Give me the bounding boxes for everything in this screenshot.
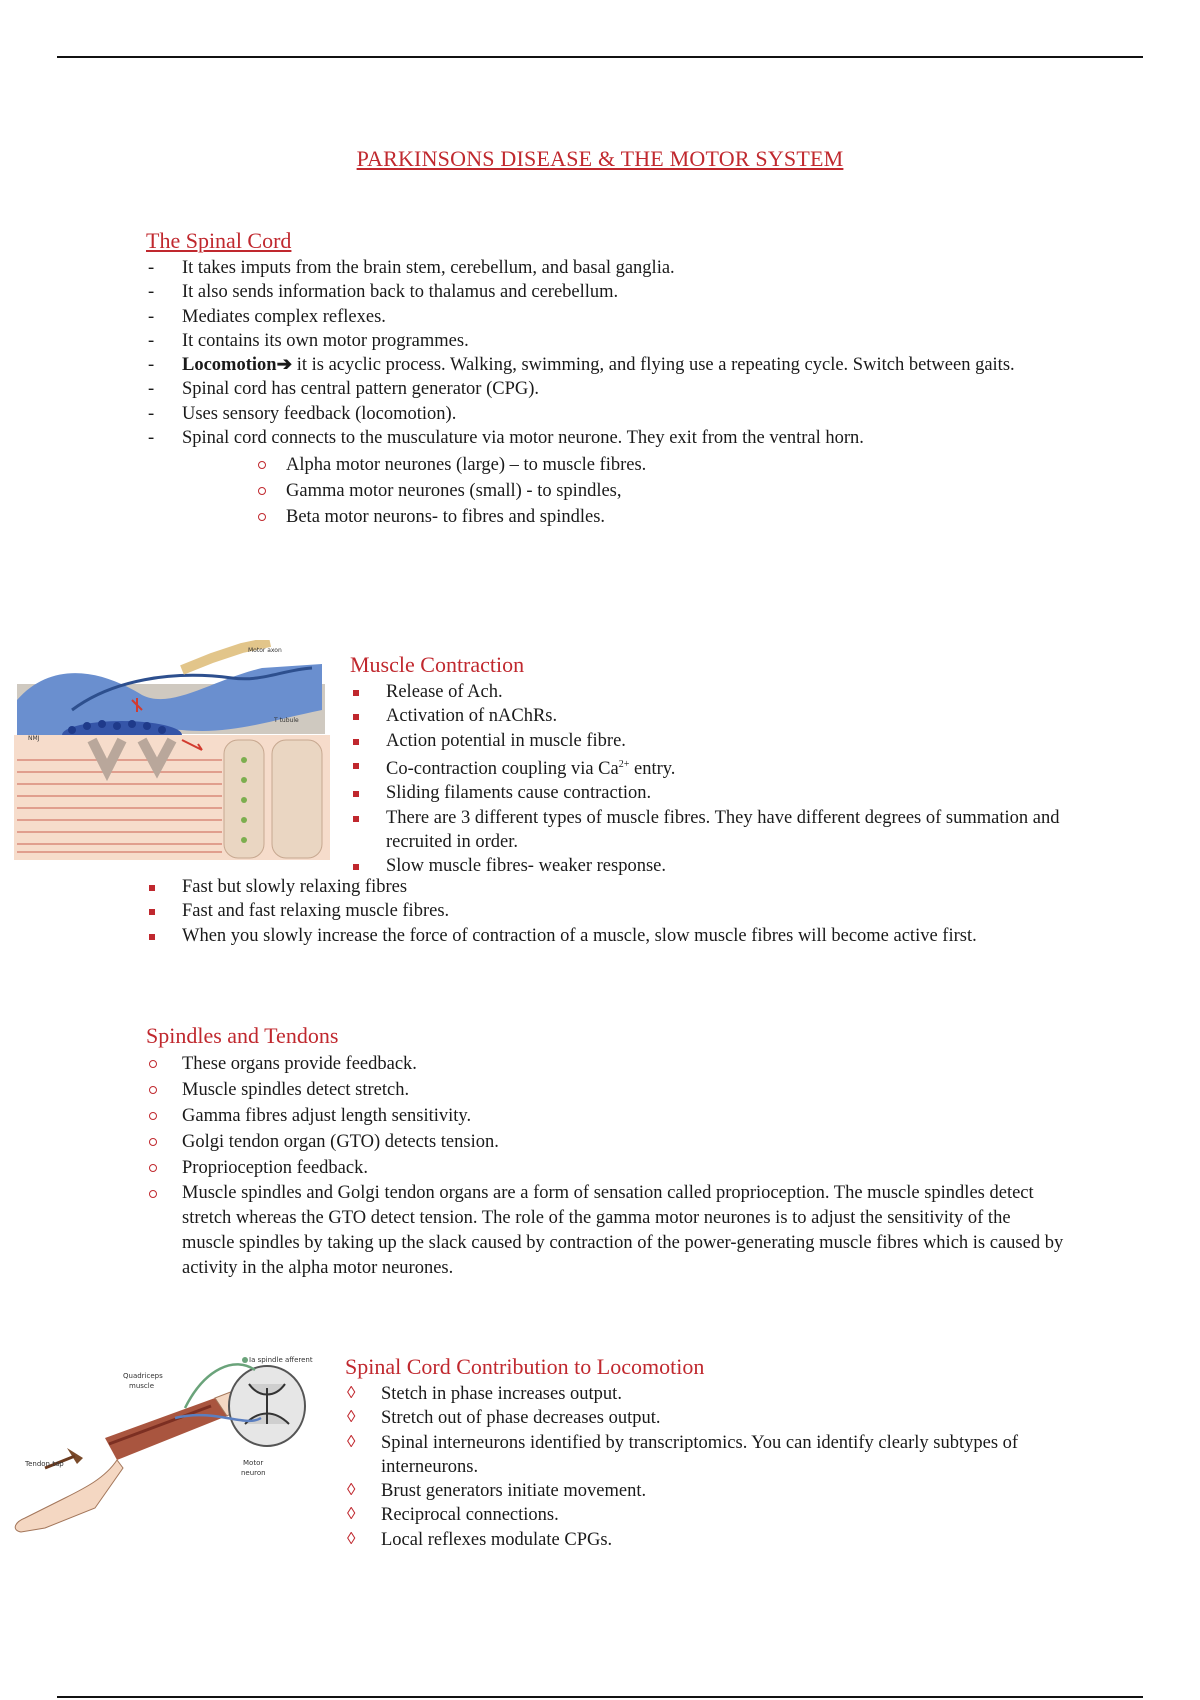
list-item: Action potential in muscle fibre. bbox=[350, 729, 1070, 753]
muscle-label: muscle bbox=[129, 1382, 155, 1390]
list-item: Muscle spindles detect stretch. bbox=[146, 1077, 1066, 1103]
motor-label: Motor bbox=[243, 1459, 264, 1467]
tendon-tap-label: Tendon tap bbox=[25, 1460, 64, 1468]
list-item: - Mediates complex reflexes. bbox=[148, 306, 386, 327]
section-heading: Muscle Contraction bbox=[350, 652, 525, 677]
diamond-bullet-icon: ◊ bbox=[347, 1480, 356, 1500]
list-item: Sliding filaments cause contraction. bbox=[350, 781, 1070, 805]
page-title: PARKINSONS DISEASE & THE MOTOR SYSTEM bbox=[356, 146, 844, 171]
list-item: - Locomotion➔ it is acyclic process. Walking, swimming, and flying use a repeating cycle. Switch between gaits. bbox=[148, 355, 1015, 376]
spinal-cord-list bbox=[146, 256, 1046, 450]
list-item: - Uses sensory feedback (locomotion). bbox=[148, 403, 457, 424]
list-item: ◊ Brust generators initiate movement. bbox=[347, 1480, 647, 1502]
list-item: Release of Ach. bbox=[350, 680, 1070, 704]
locomotion-term: Locomotion bbox=[182, 355, 277, 376]
stretch-reflex-figure bbox=[5, 1348, 335, 1548]
neuron-label: neuron bbox=[241, 1469, 266, 1477]
list-item: Gamma fibres adjust length sensitivity. bbox=[146, 1103, 1066, 1129]
list-item: - It takes imputs from the brain stem, cerebellum, and basal ganglia. bbox=[148, 258, 675, 278]
section-heading: Spinal Cord Contribution to Locomotion bbox=[345, 1354, 705, 1379]
diamond-bullet-icon: ◊ bbox=[347, 1528, 356, 1548]
list-item: Alpha motor neurones (large) – to muscle fibres. bbox=[252, 452, 1046, 478]
locomotion-list bbox=[345, 1382, 1065, 1552]
list-item: Activation of nAChRs. bbox=[350, 704, 1070, 728]
list-item: Beta motor neurons- to fibres and spindles. bbox=[252, 504, 1046, 530]
list-item: Muscle spindles and Golgi tendon organs are a form of sensation called proprioception. The muscle spindles detect stretch whereas the GTO detect tension. The role of the gamma motor neurones is to adjust the sensitivity of the muscle spindles by taking up the slack caused by contraction of the power-generating muscle fibres which is caused by activity in the alpha motor neurones. bbox=[146, 1181, 1066, 1281]
list-item: ◊ Local reflexes modulate CPGs. bbox=[347, 1528, 613, 1550]
arrow-icon: ➔ bbox=[276, 355, 293, 376]
nmj-label: NMJ bbox=[28, 735, 40, 742]
list-item: ◊ Stretch out of phase decreases output. bbox=[347, 1407, 661, 1429]
section-heading: The Spinal Cord bbox=[146, 228, 292, 253]
list-item: - Spinal cord has central pattern generator (CPG). bbox=[148, 379, 540, 400]
bottom-rule bbox=[57, 1696, 1143, 1698]
top-rule bbox=[57, 56, 1143, 58]
list-item: Slow muscle fibres- weaker response. bbox=[350, 854, 1070, 878]
section-muscle-contraction bbox=[350, 650, 1070, 879]
muscle-fibre-list-continued bbox=[146, 875, 1066, 948]
spindles-list bbox=[146, 1051, 1066, 1281]
list-item: - It also sends information back to thalamus and cerebellum. bbox=[148, 282, 619, 303]
section-spinal-cord bbox=[146, 226, 1046, 530]
quadriceps-label: Quadriceps bbox=[123, 1372, 163, 1380]
muscle-contraction-list bbox=[350, 680, 1070, 879]
section-heading: Spindles and Tendons bbox=[146, 1023, 339, 1048]
list-item: These organs provide feedback. bbox=[146, 1051, 1066, 1077]
list-item: There are 3 different types of muscle fibres. They have different degrees of summation and recruited in order. bbox=[350, 806, 1070, 855]
list-item: - Spinal cord connects to the musculature via motor neurone. They exit from the ventral horn. bbox=[148, 428, 864, 449]
list-item: ◊ Reciprocal connections. bbox=[347, 1504, 559, 1526]
diamond-bullet-icon: ◊ bbox=[347, 1407, 356, 1427]
list-item: Fast but slowly relaxing fibres bbox=[146, 875, 1066, 899]
list-item: Golgi tendon organ (GTO) detects tension. bbox=[146, 1129, 1066, 1155]
diamond-bullet-icon: ◊ bbox=[347, 1431, 356, 1451]
t-tubule-label: T tubule bbox=[274, 717, 299, 724]
neuromuscular-junction-figure bbox=[12, 640, 330, 865]
list-item: Proprioception feedback. bbox=[146, 1155, 1066, 1181]
diamond-bullet-icon: ◊ bbox=[347, 1383, 356, 1402]
motor-neurone-sublist bbox=[252, 452, 1046, 530]
list-item: Co-contraction coupling via $Ca^{2+}$ entry. bbox=[350, 753, 1070, 781]
list-item: Gamma motor neurones (small) - to spindles, bbox=[252, 478, 1046, 504]
list-item: ◊ Stetch in phase increases output. bbox=[347, 1383, 622, 1404]
list-item: - It contains its own motor programmes. bbox=[148, 330, 469, 351]
section-spindles-tendons bbox=[146, 1021, 1066, 1281]
list-item: ◊ Spinal interneurons identified by transcriptomics. You can identify clearly subtypes of interneurons. bbox=[347, 1431, 1019, 1477]
section-locomotion bbox=[345, 1352, 1065, 1552]
motor-axon-label: Motor axon bbox=[248, 647, 282, 654]
list-item: Fast and fast relaxing muscle fibres. bbox=[146, 899, 1066, 923]
diamond-bullet-icon: ◊ bbox=[347, 1504, 356, 1524]
list-item: When you slowly increase the force of contraction of a muscle, slow muscle fibres will become active first. bbox=[146, 924, 1066, 948]
afferent-label: Ia spindle afferent bbox=[249, 1356, 313, 1364]
